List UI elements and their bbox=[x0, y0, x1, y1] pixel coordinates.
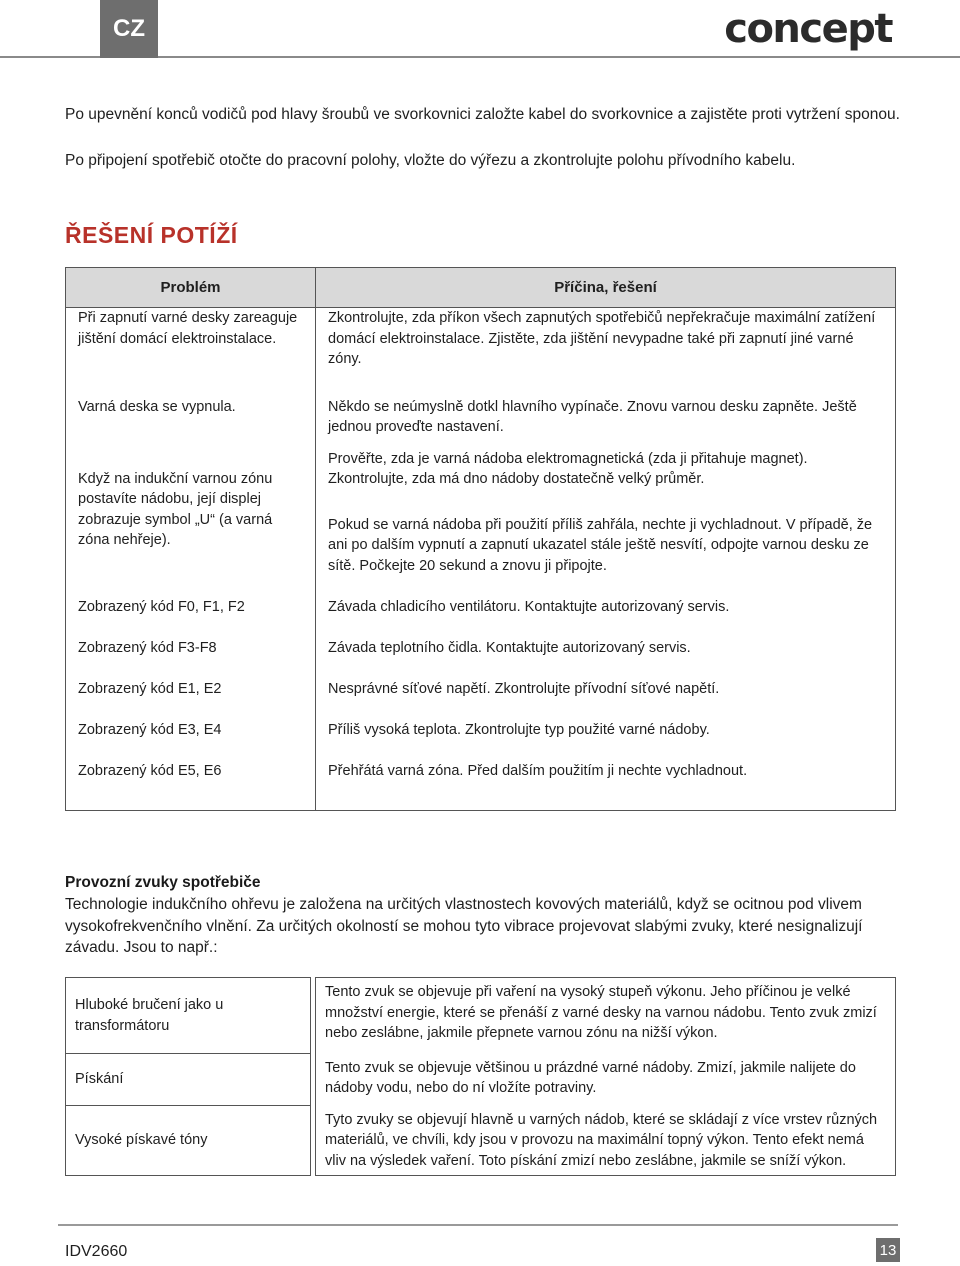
section-title-troubleshooting: ŘEŠENÍ POTÍŽÍ bbox=[65, 222, 238, 248]
problem-cell: Zobrazený kód E1, E2 bbox=[66, 679, 316, 720]
solution-cell: Prověřte, zda je varná nádoba elektromagnetická (zda ji přitahuje magnet). Zkontrolujte, zda má dno nádoby dostatečně velký průměr. bbox=[316, 449, 896, 515]
problem-cell: Zobrazený kód F3-F8 bbox=[66, 638, 316, 679]
section-title-sounds: Provozní zvuky spotřebiče bbox=[65, 874, 261, 891]
problem-text: Když na indukční varnou zónu postavíte nádobu, její displej zobrazuje symbol „U“ (a varná zóna nehřeje). bbox=[78, 470, 273, 548]
table-row bbox=[66, 978, 896, 1054]
solution-cell: Někdo se neúmyslně dotkl hlavního vypínače. Znovu varnou desku zapněte. Ještě jednou proveďte nastavení. bbox=[316, 397, 896, 449]
brand-logo: concept bbox=[724, 6, 892, 52]
sound-description-cell: Tyto zvuky se objevují hlavně u varných nádob, které se skládají z více vrstev různých materiálů, ve chvíli, kdy jsou v provozu na maximální topný výkon. Tento efekt nemá vliv na výsledek vaření. Toto pískání zmizí nebo zeslábne, jakmile se sníží výkon. bbox=[316, 1106, 896, 1176]
table-row bbox=[66, 638, 896, 679]
table-row bbox=[66, 720, 896, 761]
table-header-row bbox=[66, 268, 896, 308]
problem-cell: Varná deska se vypnula. bbox=[66, 397, 316, 449]
table-row bbox=[66, 1054, 896, 1106]
problem-cell: Zobrazený kód E3, E4 bbox=[66, 720, 316, 761]
table-row bbox=[66, 515, 896, 597]
page-number: 13 bbox=[876, 1238, 900, 1262]
sound-name-cell: Hluboké bručení jako u transformátoru bbox=[66, 978, 311, 1054]
table-row bbox=[66, 761, 896, 811]
model-number: IDV2660 bbox=[65, 1243, 128, 1260]
solution-cell: Zkontrolujte, zda příkon všech zapnutých spotřebičů nepřekračuje maximální zatížení domácí elektroinstalace. Zjistěte, zda jištění nevypadne také při zapnutí jiné varné zóny. bbox=[316, 308, 896, 397]
solution-cell: Příliš vysoká teplota. Zkontrolujte typ použité varné nádoby. bbox=[316, 720, 896, 761]
intro-paragraph-2: Po připojení spotřebič otočte do pracovní polohy, vložte do výřezu a zkontrolujte polohu přívodního kabelu. bbox=[65, 152, 796, 169]
language-badge: CZ bbox=[100, 0, 158, 58]
solution-cell: Přehřátá varná zóna. Před dalším použitím ji nechte vychladnout. bbox=[316, 761, 896, 811]
table-row bbox=[66, 397, 896, 449]
header-bar bbox=[0, 0, 960, 58]
problem-cell bbox=[66, 470, 316, 597]
solution-cell: Závada chladicího ventilátoru. Kontaktujte autorizovaný servis. bbox=[316, 597, 896, 638]
table-row bbox=[66, 1106, 896, 1176]
problem-cell: Zobrazený kód E5, E6 bbox=[66, 761, 316, 811]
column-header-solution: Příčina, řešení bbox=[316, 268, 896, 308]
footer-divider bbox=[58, 1224, 898, 1226]
sound-name-cell: Pískání bbox=[66, 1054, 311, 1106]
sound-description-cell: Tento zvuk se objevuje při vaření na vysoký stupeň výkonu. Jeho příčinou je velké množství energie, které se přenáší z varné desky na varnou nádobu. Tento zvuk zmizí nebo zeslábne, jakmile přepnete varnou zónu na nižší výkon. bbox=[316, 978, 896, 1054]
problem-cell: Při zapnutí varné desky zareaguje jištění domácí elektroinstalace. bbox=[66, 308, 316, 397]
table-row bbox=[66, 308, 896, 397]
sound-name-cell: Vysoké pískavé tóny bbox=[66, 1106, 311, 1176]
table-row bbox=[66, 597, 896, 638]
problem-cell: Zobrazený kód F0, F1, F2 bbox=[66, 597, 316, 638]
intro-paragraph-1: Po upevnění konců vodičů pod hlavy šroubů ve svorkovnici založte kabel do svorkovnice a zajistěte proti vytržení sponou. bbox=[65, 106, 900, 123]
sounds-intro-paragraph: Technologie indukčního ohřevu je založena na určitých vlastnostech kovových materiálů, když se ocitnou pod vlivem vysokofrekvenčního vlnění. Za určitých okolností se mohou tyto vibrace projevovat slabými zvuky, které nesignalizují závadu. Jsou to např.: bbox=[65, 896, 863, 956]
table-row bbox=[66, 679, 896, 720]
solution-cell: Nesprávné síťové napětí. Zkontrolujte přívodní síťové napětí. bbox=[316, 679, 896, 720]
column-header-problem: Problém bbox=[66, 268, 316, 308]
solution-cell: Pokud se varná nádoba při použití příliš zahřála, nechte ji vychladnout. V případě, že ani po dalším vypnutí a zapnutí ukazatel stále ještě nesvítí, odpojte varnou desku ze sítě. Počkejte 20 sekund a znovu ji připojte. bbox=[316, 515, 896, 597]
sounds-table bbox=[65, 977, 896, 1176]
troubleshooting-table bbox=[65, 267, 896, 811]
sound-description-cell: Tento zvuk se objevuje většinou u prázdné varné nádoby. Zmizí, jakmile nalijete do nádoby vodu, nebo do ní vložíte potraviny. bbox=[316, 1054, 896, 1106]
solution-cell: Závada teplotního čidla. Kontaktujte autorizovaný servis. bbox=[316, 638, 896, 679]
